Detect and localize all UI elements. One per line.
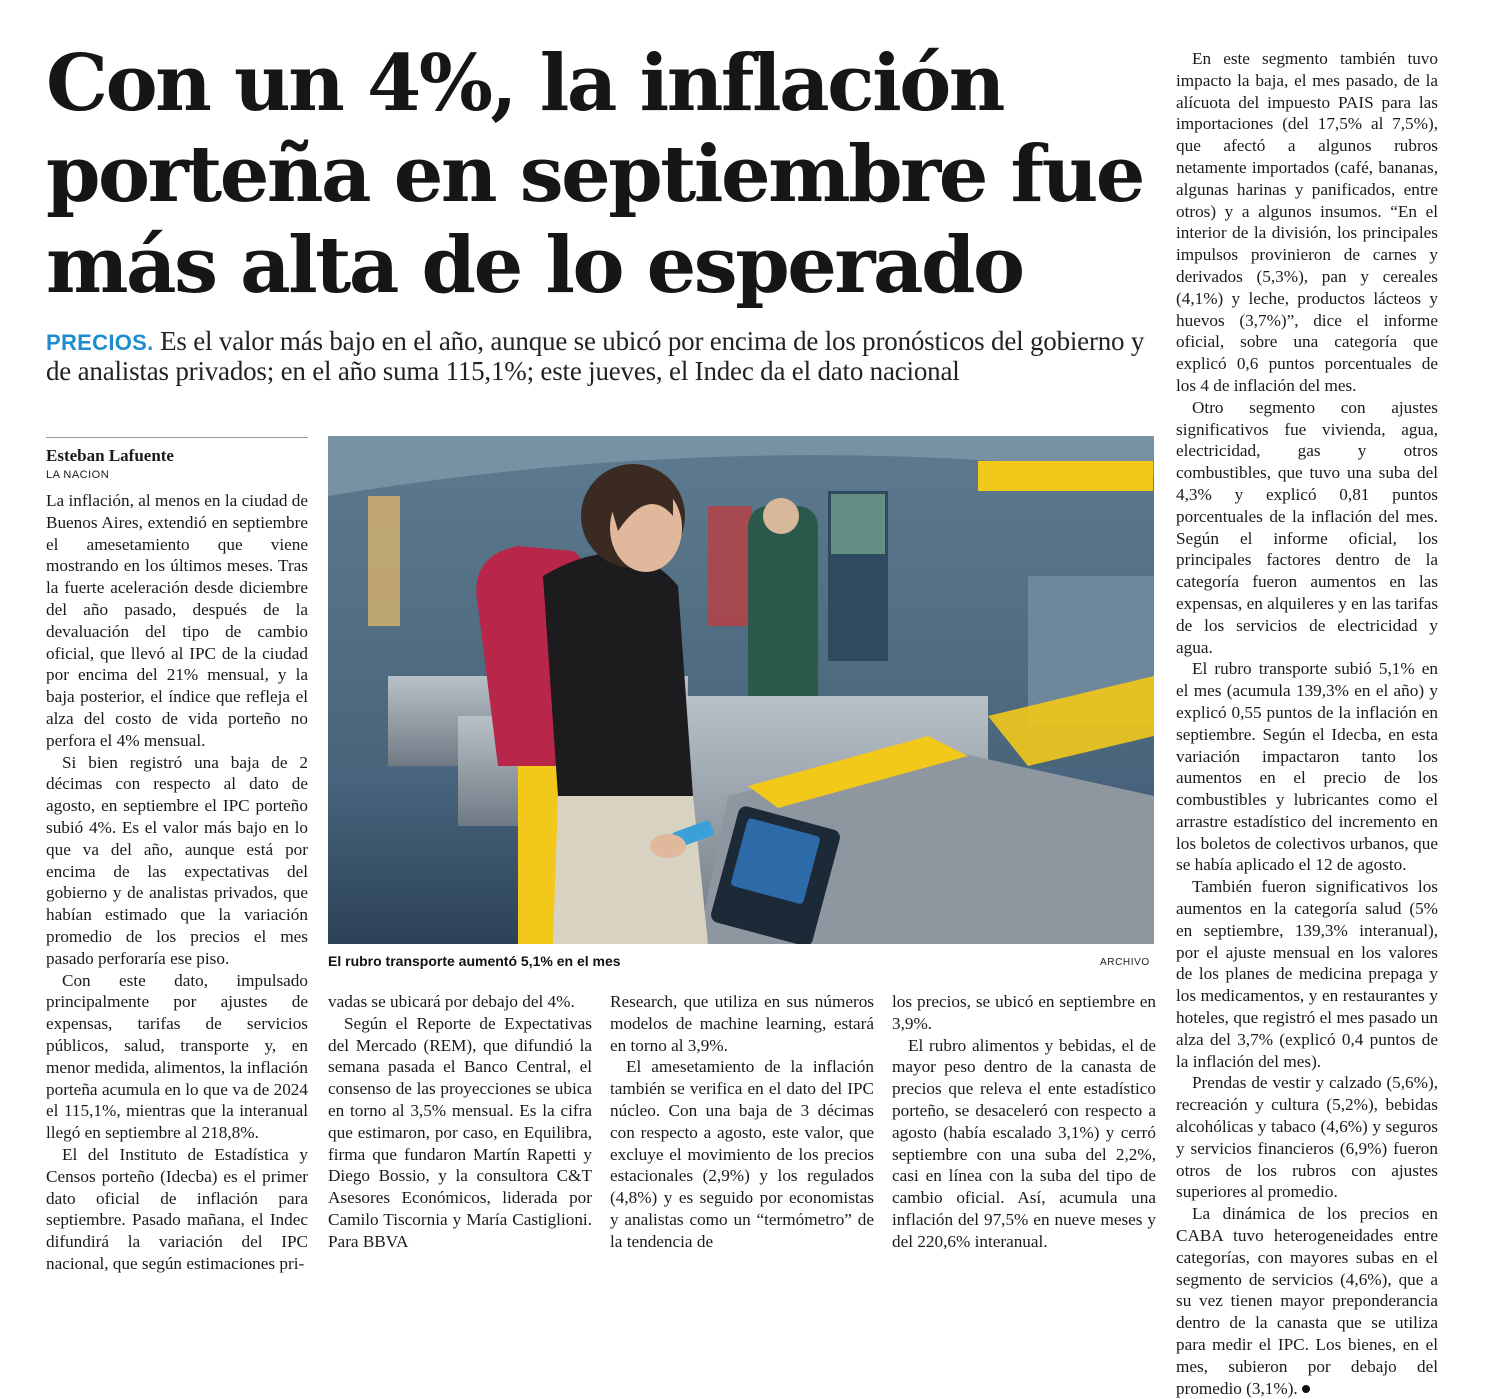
article-column-4 xyxy=(892,991,1156,1253)
paragraph: los precios, se ubicó en septiembre en 3,9%. xyxy=(892,992,1156,1033)
deck-text: Es el valor más bajo en el año, aunque se ubicó por encima de los pronósticos del gobierno y de analistas privados; en el año suma 115,1%; este jueves, el Indec da el dato nacional xyxy=(46,326,1145,386)
paragraph: Research, que utiliza en sus números modelos de machine learning, estará en torno al 3,9%. xyxy=(610,992,874,1055)
paragraph: En este segmento también tuvo impacto la baja, el mes pasado, de la alícuota del impuesto PAIS para las importaciones (del 17,5% al 7,5%), que afectó a algunos rubros netamente importados (café, bananas, algunas harinas y panificados, entre otros) y a algunos insumos. “En el interior de la división, los principales impulsos provinieron de carnes y derivados (5,3%), pan y cereales (4,1%) y leche, productos lácteos y huevos (3,7%)”, dice el informe oficial, sobre una categoría que explicó 0,6 puntos porcentuales de los 4 de inflación del mes. xyxy=(1176,49,1438,395)
paragraph: También fueron significativos los aumentos en la categoría salud (5% en septiembre, 139,3% interanual), por el ajuste mensual en los valores de los planes de medicina prepaga y los medicamentos, y en restaurantes y hoteles, que registró el mes pasado un alza del 3,7% (explicó 0,4 puntos de la inflación del mes). xyxy=(1176,877,1438,1071)
headline: Con un 4%, la inflación porteña en septiembre fue más alta de lo esperado xyxy=(46,38,1143,311)
photo-credit: ARCHIVO xyxy=(1100,957,1150,968)
end-mark xyxy=(1302,1385,1310,1393)
byline-author: Esteban Lafuente xyxy=(46,446,174,465)
paragraph: Otro segmento con ajustes significativos fue vivienda, agua, electricidad, gas y otros combustibles, que tuvo una suba del 4,3% y explicó 0,81 puntos porcentuales de la inflación del mes. Según el informe oficial, los principales factores dentro de la categoría fueron aumentos en las expensas, en alquileres y en las tarifas de los servicios de electricidad y agua. xyxy=(1176,397,1439,657)
deck xyxy=(46,327,1161,386)
paragraph: El amesetamiento de la inflación también se verifica en el dato del IPC núcleo. Con una baja de 3 décimas con respecto a agosto, este valor, que excluye el movimiento de los precios estacionales (2,9%) y los regulados (4,8%) y es seguido por economistas y analistas como un “termómetro” de la tendencia de xyxy=(610,1057,874,1251)
paragraph xyxy=(1176,1203,1438,1399)
article-column-2 xyxy=(328,991,592,1253)
article-column-3 xyxy=(610,991,874,1253)
paragraph-text: La dinámica de los precios en CABA tuvo heterogeneidades entre categorías, con mayores subas en el segmento de servicios (4,6%), que a su vez tienen mayor preponderancia dentro de la canasta que se utiliza para medir el IPC. Los bienes, en el mes, subieron por debajo del promedio (3,1%). xyxy=(1176,1204,1438,1398)
photo-illustration xyxy=(328,436,1154,944)
paragraph: El rubro transporte subió 5,1% en el mes (acumula 139,3% en el año) y explicó 0,55 puntos de la inflación en septiembre. Según el Idecba, en esta variación impactaron tanto los aumentos en el precio de los combustibles y lubricantes como el arrastre estadístico del incremento en los boletos de colectivos urbanos, que se había aplicado el 12 de agosto. xyxy=(1176,659,1438,875)
paragraph: Según el Reporte de Expectativas del Mercado (REM), que difundió la semana pasada el Banco Central, el consenso de las proyecciones se ubica en torno al 3,5% mensual. Es la cifra que estimaron, por caso, en Equilibra, firma que fundaron Martín Rapetti y Diego Bossio, y la consultora C&T Asesores Económicos, liderada por Camilo Tiscornia y María Castiglioni. Para BBVA xyxy=(328,1013,592,1251)
photo-caption: El rubro transporte aumentó 5,1% en el mes xyxy=(328,953,621,969)
paragraph: El del Instituto de Estadística y Censos porteño (Idecba) es el primer dato oficial de inflación para septiembre. Pasado mañana, el Indec difundirá la variación del IPC nacional, que según estimaciones pri- xyxy=(46,1144,308,1273)
paragraph: La inflación, al menos en la ciudad de Buenos Aires, extendió en septiembre el amesetamiento que viene mostrando en los últimos meses. Tras la fuerte aceleración desde diciembre del año pasado, después de la devaluación del tipo de cambio oficial, que llevó al IPC de la ciudad por encima del 21% mensual, y la baja posterior, el índice que refleja el alza del costo de vida porteño no perfora el 4% mensual. xyxy=(46,491,308,750)
paragraph: Con este dato, impulsado principalmente por ajustes de expensas, tarifas de servicios públicos, salud, transporte y, en menor medida, alimentos, la inflación porteña acumula en lo que va de 2024 el 115,1%, mientras que la interanual llegó en septiembre al 218,8%. xyxy=(46,970,308,1143)
photo-subway-turnstile xyxy=(328,436,1154,944)
paragraph: Prendas de vestir y calzado (5,6%), recreación y cultura (5,2%), bebidas alcohólicas y tabaco (4,6%) y seguros y servicios financieros (6,9%) fueron otros de los rubros con ajustes superiores al promedio. xyxy=(1176,1073,1438,1202)
byline-rule xyxy=(46,437,308,438)
paragraph: Si bien registró una baja de 2 décimas con respecto al dato de agosto, en septiembre el IPC porteño subió 4%. Es el valor más bajo en lo que va del año, aunque está por encima de las expectativas del gobierno y de analistas privados, que habían estimado que la variación promedio de los precios el mes pasado perforaría ese piso. xyxy=(46,752,308,968)
paragraph: vadas se ubicará por debajo del 4%. xyxy=(328,992,575,1011)
paragraph: El rubro alimentos y bebidas, el de mayor peso dentro de la canasta de precios que releva el ente estadístico porteño, se desaceleró con respecto a agosto (había escalado 3,1%) y cerró septiembre con una suba del 2,2%, casi en línea con la suba del tipo de cambio oficial. Así, acumula una inflación del 97,5% en nueve meses y del 220,6% interanual. xyxy=(892,1035,1156,1251)
deck-kicker: PRECIOS. xyxy=(46,330,154,355)
article-column-5 xyxy=(1176,48,1438,1399)
article-column-1 xyxy=(46,490,308,1275)
byline-outlet: LA NACION xyxy=(46,469,110,481)
